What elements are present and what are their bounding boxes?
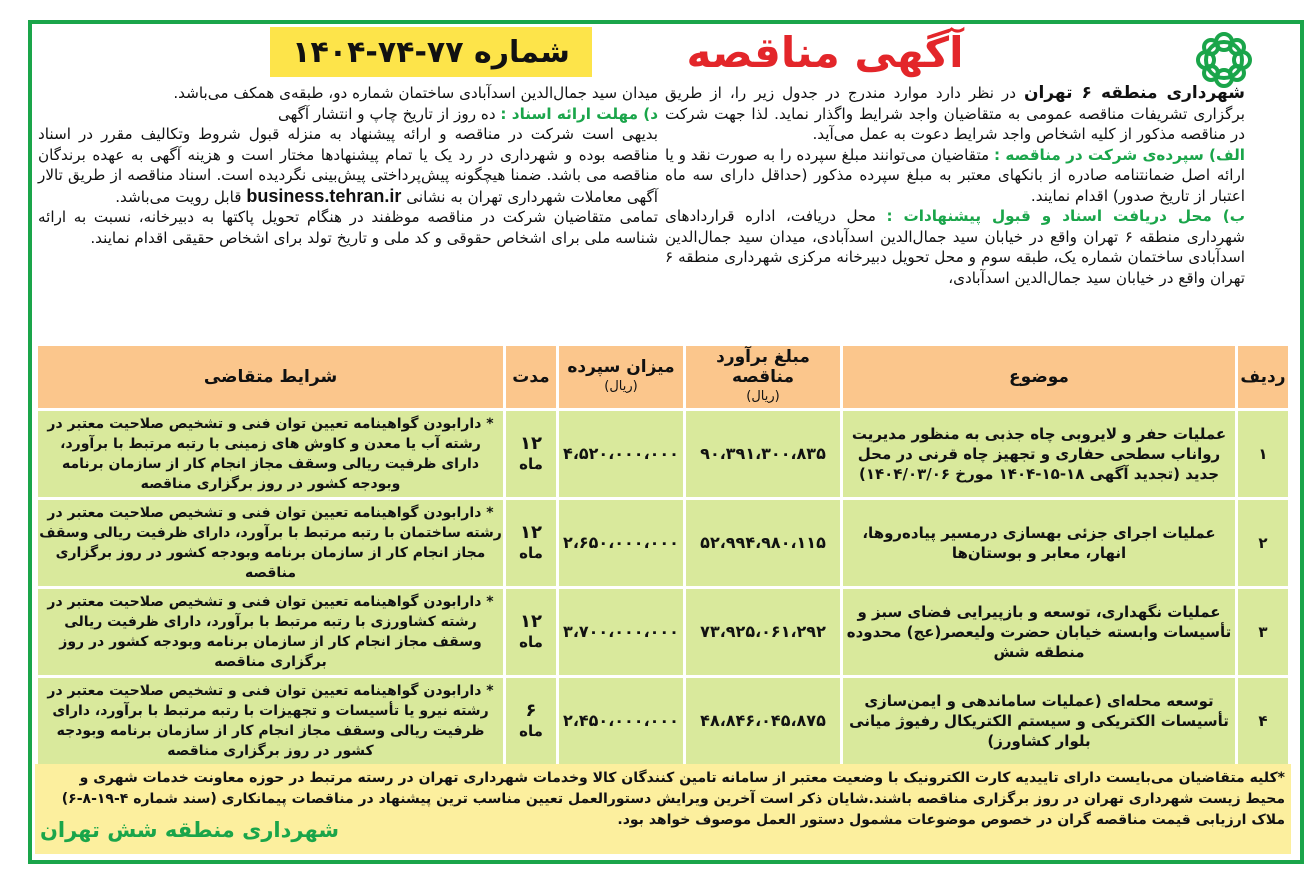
row-number: ۱ <box>1237 410 1290 499</box>
announcement-title: آگهی مناقصه <box>686 27 964 77</box>
row-number: ۴ <box>1237 677 1290 766</box>
subject-cell: عملیات حفر و لایروبی چاه جذبی به منظور مدیریت رواناب سطحی حفاری و تجهیز چاه قرنی در محل جدید (تجدید آگهی ۱۸-۱۵-۱۴۰۴ مورخ ۱۴۰۴/۰۳/۰۶) <box>842 410 1237 499</box>
section-b-text: محل دریافت، اداره قراردادهای شهرداری منطقه ۶ تهران واقع در خیابان سید جمال‌الدین اسدآبادی، میدان سید جمال‌الدین اسدآبادی ساختمان شماره یک، طبقه سوم و محل تحویل دبیرخانه مرکزی شهرداری منطقه ۶ تهران واقع در خیابان سید جمال‌الدین اسدآبادی، <box>665 207 1246 287</box>
terms-paragraph: بدیهی است شرکت در مناقصه و ارائه پیشنهاد به منزله قبول شروط وتکالیف مقرر در اسناد مناقصه بوده و شهرداری در رد یک یا تمام پیشنهادها مختار است و هزینه آگهی به عهده برندگان مناقصه می باشد. ضمنا هیچگونه پیش‌پرداختی پیش‌بینی نگردیده است. اسناد مناقصه از طریق تالار آگهی معاملات شهرداری تهران به نشانی <box>38 125 658 206</box>
table-row <box>37 677 1290 766</box>
announcement-number: شماره ۷۷-۷۴-۱۴۰۴ <box>270 27 592 77</box>
row-number: ۲ <box>1237 499 1290 588</box>
website-link[interactable]: business.tehran.ir <box>246 185 402 206</box>
terms-paragraph-end: قابل رویت می‌باشد. <box>115 187 247 206</box>
deposit-cell: ۲،۴۵۰،۰۰۰،۰۰۰ <box>558 677 685 766</box>
header-duration: مدت <box>505 345 558 410</box>
duration-cell: ۱۲ ماه <box>505 410 558 499</box>
table-row <box>37 410 1290 499</box>
intro-text: در نظر دارد موارد مندرج در جدول زیر را، از طریق برگزاری تشریفات مناقصه عمومی به متقاضیان واجد شرایط واگذار نماید. لذا جهت شرکت در مناقصه مذکور از کلیه اشخاص واجد شرایط دعوت به عمل می‌آید. <box>665 84 1245 143</box>
section-d-text: ده روز از تاریخ چاپ و انتشار آگهی <box>278 104 501 123</box>
header-conditions: شرایط متقاضی <box>37 345 505 410</box>
header-deposit: میزان سپرده (ریال) <box>558 345 685 410</box>
table-row <box>37 588 1290 677</box>
header-row-number: ردیف <box>1237 345 1290 410</box>
row-number: ۳ <box>1237 588 1290 677</box>
duration-cell: ۶ ماه <box>505 677 558 766</box>
section-a-title: الف) سپرده‌ی شرکت در مناقصه : <box>994 145 1245 164</box>
subject-cell: عملیات اجرای جزئی بهسازی درمسیر پیاده‌روها، انهار، معابر و بوستان‌ها <box>842 499 1237 588</box>
submission-paragraph: تمامی متقاضیان شرکت در مناقصه موظفند در هنگام تحویل پاکتها به دبیرخانه، نسبت به ارائه شناسه ملی برای اشخاص حقوقی و کد ملی و تاریخ تولد برای اشخاص حقیقی اقدام نمایند. <box>38 208 658 247</box>
header-subject: موضوع <box>842 345 1237 410</box>
deposit-cell: ۳،۷۰۰،۰۰۰،۰۰۰ <box>558 588 685 677</box>
tehran-municipality-logo-icon <box>1184 30 1264 90</box>
header-estimate: مبلغ برآورد مناقصه (ریال) <box>685 345 842 410</box>
intro-right-column <box>665 83 1245 288</box>
estimate-cell: ۹۰،۳۹۱،۳۰۰،۸۳۵ <box>685 410 842 499</box>
section-b-title: ب) محل دریافت اسناد و قبول پیشنهادات : <box>886 207 1245 225</box>
conditions-cell: * دارابودن گواهینامه تعیین توان فنی و تشخیص صلاحیت معتبر در رشته نیرو یا تأسیسات و تجهیزات با رتبه مرتبط با برآورد، دارای ظرفیت ریالی وسقف مجاز انجام کار از سازمان برنامه وبودجه کشور در روز برگزاری مناقصه <box>37 677 505 766</box>
section-d-title: د) مهلت ارائه اسناد : <box>500 104 658 123</box>
estimate-cell: ۷۳،۹۲۵،۰۶۱،۲۹۲ <box>685 588 842 677</box>
table-row <box>37 499 1290 588</box>
conditions-cell: * دارابودن گواهینامه تعیین توان فنی و تشخیص صلاحیت معتبر در رشته آب یا معدن و کاوش های زمینی با رتبه مرتبط با برآورد، دارای ظرفیت ریالی وسقف مجاز انجام کار از سازمان برنامه وبودجه کشور در روز برگزاری مناقصه <box>37 410 505 499</box>
deposit-cell: ۴،۵۲۰،۰۰۰،۰۰۰ <box>558 410 685 499</box>
section-b-continued: میدان سید جمال‌الدین اسدآبادی ساختمان شماره دو، طبقه‌ی همکف می‌باشد. <box>173 84 658 102</box>
org-name: شهرداری منطقه ۶ تهران <box>1023 83 1245 103</box>
duration-cell: ۱۲ ماه <box>505 588 558 677</box>
intro-left-column <box>38 83 658 248</box>
subject-cell: توسعه محله‌ای (عملیات ساماندهی و ایمن‌سازی تأسیسات الکتریکی و سیستم الکتریکال رفیوژ میانی بلوار کشاورز) <box>842 677 1237 766</box>
conditions-cell: * دارابودن گواهینامه تعیین توان فنی و تشخیص صلاحیت معتبر در رشته کشاورزی با رتبه مرتبط با برآورد، دارای ظرفیت ریالی وسقف مجاز انجام کار از سازمان برنامه وبودجه کشور در روز برگزاری مناقصه <box>37 588 505 677</box>
estimate-cell: ۴۸،۸۴۶،۰۴۵،۸۷۵ <box>685 677 842 766</box>
deposit-cell: ۲،۶۵۰،۰۰۰،۰۰۰ <box>558 499 685 588</box>
footer-note: *کلیه متقاضیان می‌بایست دارای تاییدیه کارت الکترونیک با وضعیت معتبر از سامانه تامین کنندگان کالا وخدمات شهرداری تهران در رسته مرتبط در حوزه معاونت خدمات شهری و محیط زیست شهرداری تهران در روز برگزاری مناقصه باشند.شایان ذکر است آخرین ویرایش دستورالعمل تعیین مناسب ترین پیشنهاد در مناقصات پیمانکاری (سند شماره ۴-۱۹-۸-۶) ملاک ارزیابی قیمت مناقصه گران در خصوص موضوعات مشمول دستور العمل موصوف خواهد بود. <box>35 764 1291 854</box>
estimate-cell: ۵۲،۹۹۴،۹۸۰،۱۱۵ <box>685 499 842 588</box>
conditions-cell: * دارابودن گواهینامه تعیین توان فنی و تشخیص صلاحیت معتبر در رشته ساختمان با رتبه مرتبط با برآورد، دارای ظرفیت ریالی وسقف مجاز انجام کار از سازمان برنامه وبودجه کشور در روز برگزاری مناقصه <box>37 499 505 588</box>
subject-cell: عملیات نگهداری، توسعه و بازپیرایی فضای سبز و تأسیسات وابسته خیابان حضرت ولیعصر(عج) محدوده منطقه شش <box>842 588 1237 677</box>
signature: شهرداری منطقه شش تهران <box>40 818 339 842</box>
table-header-row <box>37 345 1290 410</box>
section-a-text: متقاضیان می‌توانند مبلغ سپرده را به صورت نقد و یا ارائه اصل ضمانتنامه صادره از بانکهای معتبر به مبلغ سپرده مذکور (حداقل دارای سه ماه اعتبار از تاریخ صدور) اقدام نمایند. <box>664 145 1245 205</box>
duration-cell: ۱۲ ماه <box>505 499 558 588</box>
tender-table <box>35 343 1291 767</box>
